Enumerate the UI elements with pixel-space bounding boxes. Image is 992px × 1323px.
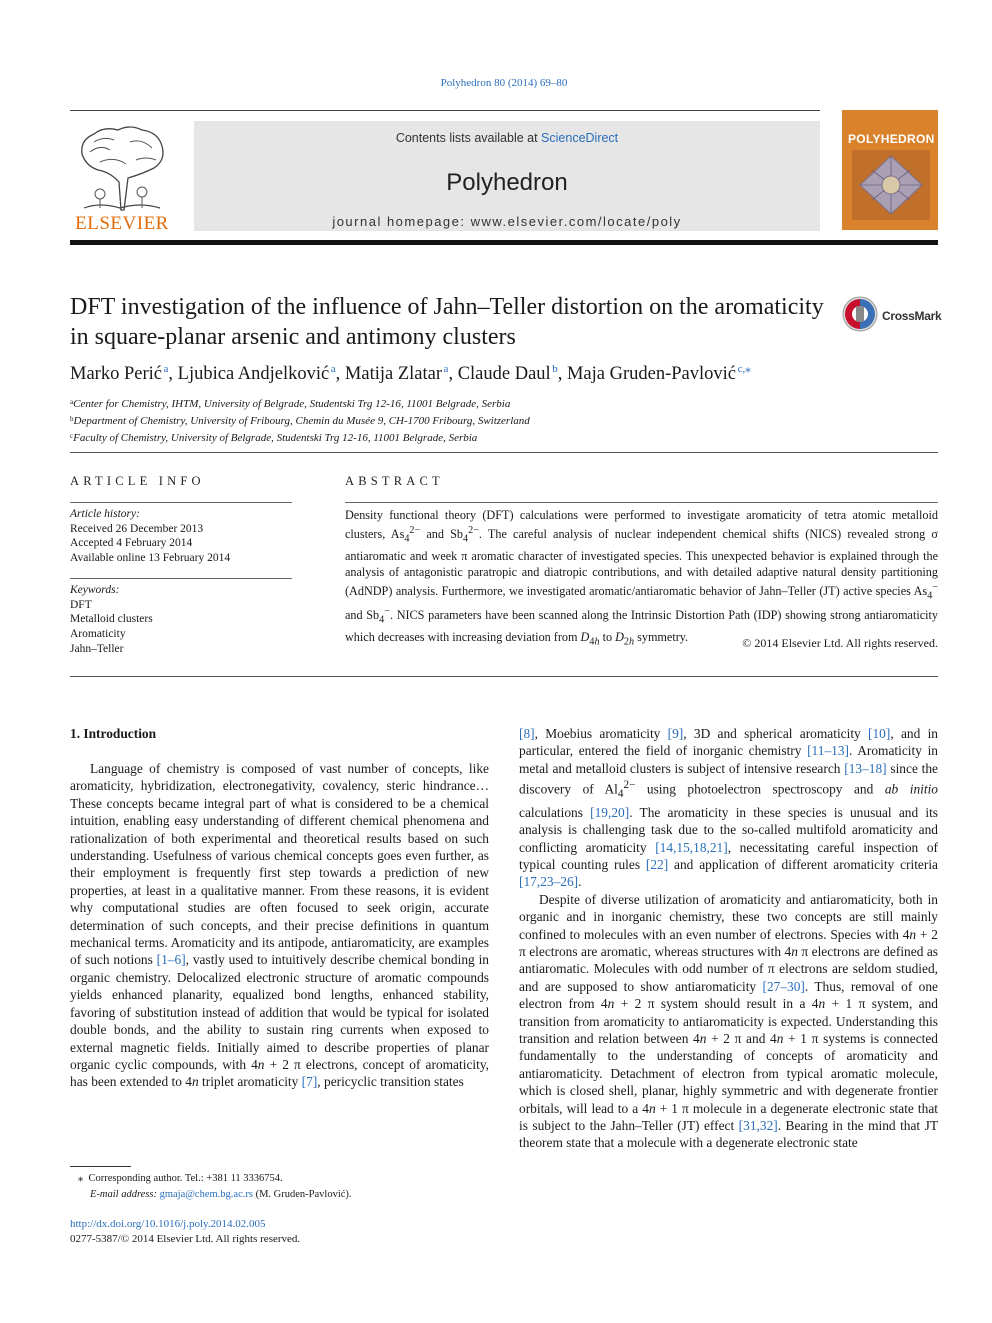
citation-link[interactable]: [31,32] <box>738 1118 778 1134</box>
email-link[interactable]: gmaja@chem.bg.ac.rs <box>159 1189 253 1200</box>
abstract-rule <box>345 502 938 503</box>
header-top-rule <box>70 110 820 111</box>
journal-reference[interactable]: Polyhedron 80 (2014) 69–80 <box>440 77 568 89</box>
article-title: DFT investigation of the influence of Jahn–Teller distortion on the aromaticity in square-planar arsenic and antimony clusters <box>70 294 824 350</box>
keyword: Jahn–Teller <box>70 642 124 655</box>
body-column-left <box>70 760 489 1091</box>
body-paragraph: Language of chemistry is composed of vast number of concepts, like aromaticity, hybridization, electronegativity, covalency, steric hindrance… These concepts became integral part of what is considered to be a chemical intuition, enabling easy understanding of different chemical phenomena and rationalization of both experimental and theoretical results based on such understanding. Usefulness of various chemical concepts goes even further, as their employment is frequently first step towards a prediction of new properties, at least in a qualitative manner. From these reasons, it is evident why computational studies are often focused to seek origin, accurate determination of such concepts, and their precise definitions in quantum mechanical terms. Aromaticity and its antipode, antiaromaticity, are examples of such notions [1–6], vastly used to intuitively describe chemical bonding in organic chemistry. Delocalized electronic structure of aromatic compounds yields enhanced planarity, equalized bond lengths, enhanced stability, favoring of substitution instead of addition that would be typical for isolated double bonds, and the ability to sustain ring currents when exposed to external magnetic fields. Initially aimed to describe properties of planar organic cyclic compounds, with 4n + 2 π electrons, concept of aromaticity, has been extended to 4n triplet aromaticity [7], pericyclic transition states <box>70 761 489 1090</box>
citation-link[interactable]: [7] <box>301 1074 318 1090</box>
section-rule <box>70 452 938 453</box>
abstract-copyright: © 2014 Elsevier Ltd. All rights reserved. <box>742 636 938 650</box>
article-info-heading: ARTICLE INFO <box>70 474 205 488</box>
author[interactable]: Matija Zlatar <box>344 364 442 384</box>
issn-copyright: 0277-5387/© 2014 Elsevier Ltd. All rights reserved. <box>70 1232 301 1245</box>
citation-link[interactable]: [9] <box>667 726 684 741</box>
history-accepted: Accepted 4 February 2014 <box>70 537 193 550</box>
history-label: Article history: <box>70 508 140 520</box>
journal-cover-image[interactable] <box>842 110 938 230</box>
author-affiliation-mark[interactable]: a <box>443 363 449 375</box>
keywords-label: Keywords: <box>70 584 120 596</box>
author[interactable]: Marko Perić <box>70 364 162 384</box>
author[interactable]: Ljubica Andjelković <box>177 364 330 384</box>
corresponding-author-footnote <box>70 1171 490 1203</box>
author-list: Marko Perić $^a$, Ljubica Andjelković $^a$, Matija Zlatar $^a$, Claude Daul $^b$, Maja Gruden-Pavlović $^{c,⁎}$ <box>70 363 751 384</box>
keyword: DFT <box>70 598 92 611</box>
author[interactable]: Claude Daul <box>457 364 551 384</box>
history-online: Available online 13 February 2014 <box>70 552 231 565</box>
affiliation: $^c$Faculty of Chemistry, University of Belgrade, Studentski Trg 12-16, 11001 Belgrade, Serbia <box>70 432 478 444</box>
footnote-email-line: E-mail address: gmaja@chem.bg.ac.rs (M. Gruden-Pavlović). <box>90 1189 352 1200</box>
info-rule <box>70 578 292 579</box>
citation-link[interactable]: [8] <box>519 726 535 741</box>
author-affiliation-mark[interactable]: a <box>330 363 336 375</box>
journal-title: Polyhedron <box>446 169 568 196</box>
citation-link[interactable]: [1–6] <box>156 952 186 968</box>
contents-available: Contents lists available at ScienceDirect <box>395 131 619 145</box>
cover-title: POLYHEDRON <box>848 132 935 146</box>
crossmark-badge[interactable] <box>842 296 942 336</box>
citation-link[interactable]: [13–18] <box>844 760 887 776</box>
keyword: Aromaticity <box>70 628 126 641</box>
affiliations <box>70 395 930 446</box>
crossmark-label: CrossMark <box>882 309 942 323</box>
author[interactable]: Maja Gruden-Pavlović <box>566 364 737 384</box>
keywords <box>70 583 292 657</box>
info-rule <box>70 502 292 503</box>
citation-link[interactable]: [11–13] <box>807 743 849 759</box>
abstract-heading: ABSTRACT <box>345 474 444 488</box>
citation-link[interactable]: [27–30] <box>762 978 805 994</box>
history-received: Received 26 December 2013 <box>70 522 204 535</box>
footnote-rule <box>70 1166 131 1167</box>
section-heading-introduction: 1. Introduction <box>70 726 157 741</box>
author-affiliation-mark[interactable]: b <box>552 363 558 375</box>
affiliation: $^a$Center for Chemistry, IHTM, University of Belgrade, Studentski Trg 12-16, 11001 Belgrade, Serbia <box>70 398 511 410</box>
masthead-box <box>194 121 820 231</box>
citation-link[interactable]: [17,23–26] <box>519 874 579 890</box>
abstract-text: Density functional theory (DFT) calculations were performed to investigate aromaticity of tetra atomic metalloid clusters, $As_4^{2-}$ and $Sb_4^{2-}$. The careful analysis of nuclear independent chemical shifts (NICS) revealed strong σ antiaromatic and week π aromatic character of investigated species. This unexpected behavior is explained through the analysis of antagonistic paratropic and diatropic contributions, and with detailed adaptive natural density partitioning (AdNDP) analysis. Furthermore, we investigated aromatic/antiaromatic behavior of Jahn–Teller (JT) active species $As_4^-$ and $Sb_4^-$. NICS parameters have been scanned along the Intrinsic Distortion Path (IDP) showing strong antiaromaticity which decreases with increasing deviation from $D_{4h}$ to $D_{2h}$ symmetry. <box>345 508 939 647</box>
doi-link[interactable]: http://dx.doi.org/10.1016/j.poly.2014.02.005 <box>70 1218 266 1230</box>
affiliation: $^b$Department of Chemistry, University of Fribourg, Chemin du Musée 9, CH-1700 Fribourg, Switzerland <box>70 415 530 427</box>
body-paragraph: [8], Moebius aromaticity [9], 3D and spherical aromaticity [10], and in particular, entered the field of inorganic chemistry [11–13]. Aromaticity in metal and metalloid clusters is subject of intensive research [13–18] since the discovery of $Al_4^{2-}$ using photoelectron spectroscopy and ab initio calculations [19,20]. The aromaticity in these species is unusual and its analysis is challenging task due to the so-called multifold aromaticity and conflicting aromaticity [14,15,18,21], necessitating careful inspection of typical counting rules [22] and application of different aromaticity criteria [17,23–26]. <box>519 726 939 890</box>
author-affiliation-mark[interactable]: a <box>163 363 169 375</box>
cover-crystal-icon <box>852 150 930 220</box>
body-paragraph: Despite of diverse utilization of aromaticity and antiaromaticity, both in organic and in inorganic chemistry, these two concepts are still mainly confined to molecules with an even number of electrons. Species with 4n + 2 π electrons are aromatic, whereas structures with 4n π electrons are defined as antiaromatic. Molecules with odd number of π electrons are seldom studied, and are supposed to show antiaromaticity [27–30]. Thus, removal of one electron from 4n + 2 π system should result in a 4n + 1 π system, and transition from aromaticity to antiaromaticity is expected. Understanding this transition and relation between 4n + 2 π and 4n + 1 π systems is connected fundamentally to the understanding of concepts of aromaticity and antiaromaticity. Detachment of electron from typical aromatic molecule, which is closed shell, planar, highly symmetric and with degenerate frontier orbitals, will lead to a 4n + 1 π molecule in a degenerate electronic state that is subject to the Jahn–Teller (JT) effect [31,32]. Bearing in the mind that JT theorem state that a molecule with a degenerate electronic state <box>519 891 939 1151</box>
journal-homepage[interactable]: journal homepage: www.elsevier.com/locate/poly <box>332 214 682 229</box>
sciencedirect-link[interactable]: ScienceDirect <box>541 131 619 145</box>
citation-link[interactable]: [22] <box>645 856 669 872</box>
author-affiliation-mark[interactable]: c,⁎ <box>737 363 751 375</box>
citation-link[interactable]: [14,15,18,21] <box>655 839 728 855</box>
crossmark-icon <box>842 296 878 332</box>
section-rule <box>70 676 938 677</box>
keyword: Metalloid clusters <box>70 613 153 626</box>
citation-link[interactable]: [10] <box>868 726 891 741</box>
footnote-line: ⁎ Corresponding author. Tel.: +381 11 3336754. <box>78 1173 283 1184</box>
article-history <box>70 507 292 566</box>
elsevier-wordmark: ELSEVIER <box>75 213 169 234</box>
body-column-right <box>519 725 938 1152</box>
header-thick-rule <box>70 240 938 245</box>
citation-link[interactable]: [19,20] <box>590 804 630 820</box>
page-footer <box>70 1217 490 1246</box>
journal-header <box>70 110 938 250</box>
